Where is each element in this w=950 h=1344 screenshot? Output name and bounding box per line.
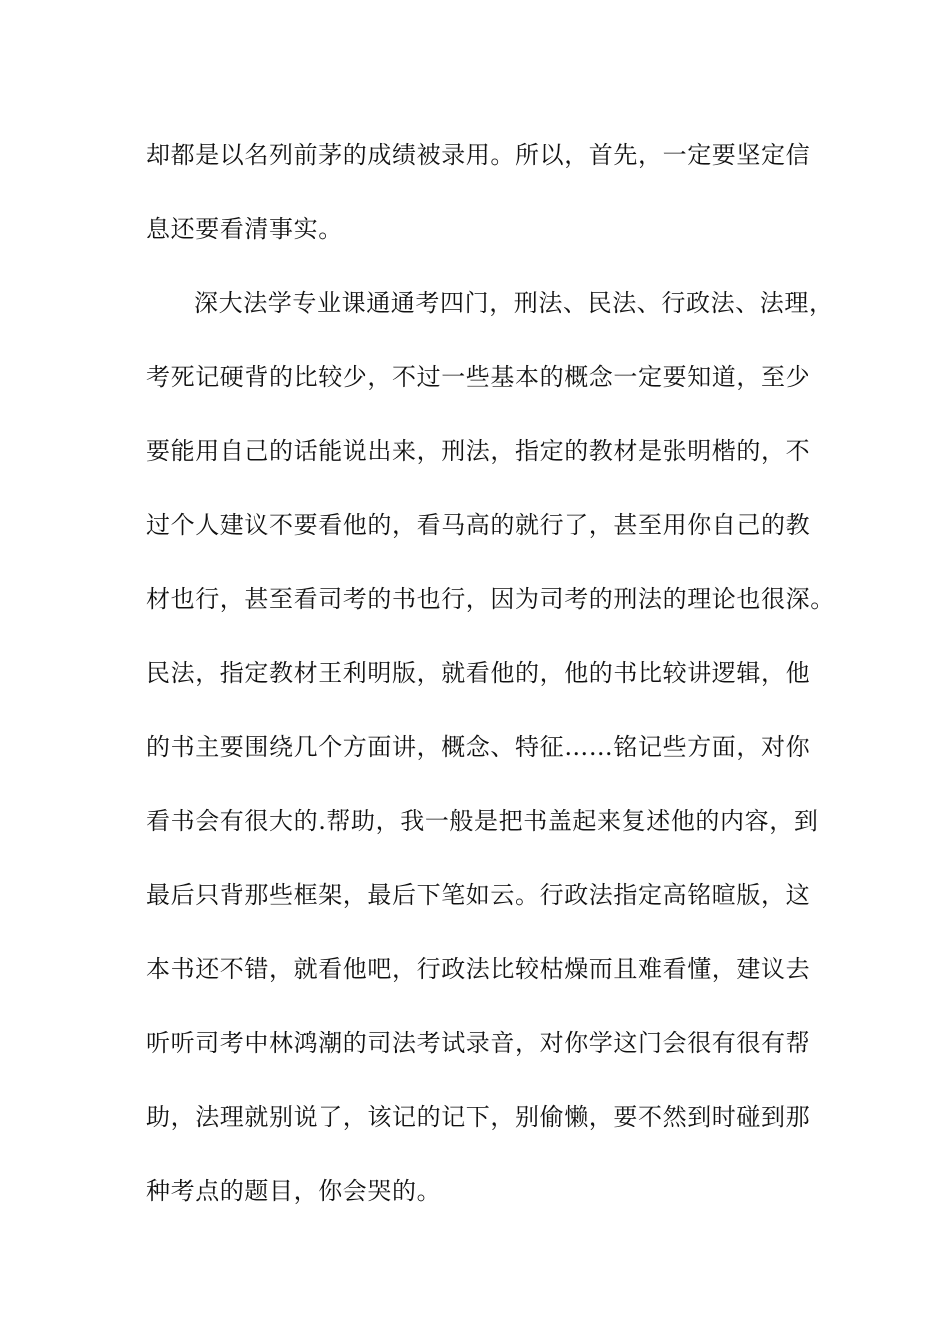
text-line-9: 的书主要围绕几个方面讲，概念、特征……铭记些方面，对你 (146, 733, 811, 761)
text-line-4: 考死记硬背的比较少，不过一些基本的概念一定要知道，至少 (146, 363, 811, 391)
text-line-14: 助，法理就别说了，该记的记下，别偷懒，要不然到时碰到那 (146, 1103, 811, 1131)
paragraph-start-line: 深大法学专业课通通考四门，刑法、民法、行政法、法理， (194, 289, 834, 317)
text-line-15: 种考点的题目，你会哭的。 (146, 1177, 442, 1205)
text-line-2: 息还要看清事实。 (146, 215, 343, 243)
text-line-13: 听听司考中林鸿潮的司法考试录音，对你学这门会很有很有帮 (146, 1029, 811, 1057)
text-line-8: 民法，指定教材王利明版，就看他的，他的书比较讲逻辑，他 (146, 659, 811, 687)
body-text (146, 118, 836, 1228)
text-line-10: 看书会有很大的.帮助，我一般是把书盖起来复述他的内容，到 (146, 807, 819, 835)
text-line-5: 要能用自己的话能说出来，刑法，指定的教材是张明楷的，不 (146, 437, 811, 465)
text-line-11: 最后只背那些框架，最后下笔如云。行政法指定高铭暄版，这 (146, 881, 811, 909)
text-line-6: 过个人建议不要看他的，看马高的就行了，甚至用你自己的教 (146, 511, 811, 539)
text-line-1: 却都是以名列前茅的成绩被录用。所以，首先，一定要坚定信 (146, 141, 811, 169)
text-line-7: 材也行，甚至看司考的书也行，因为司考的刑法的理论也很深。 (146, 585, 835, 613)
text-line-12: 本书还不错，就看他吧，行政法比较枯燥而且难看懂，建议去 (146, 955, 811, 983)
